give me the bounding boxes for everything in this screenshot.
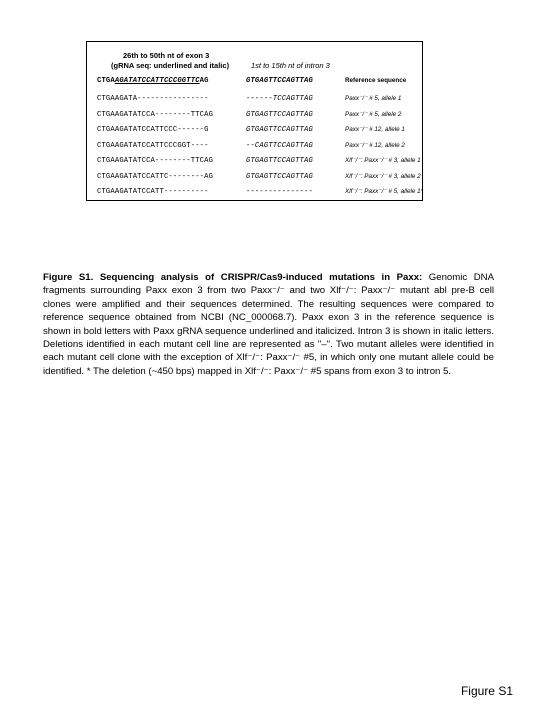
allele-exon-seq: CTGAAGATATCCATT---------- (97, 188, 209, 196)
allele-intron-seq: GTGAGTTCCAGTTAG (246, 172, 313, 181)
caption-title: Figure S1. Sequencing analysis of CRISPR/Cas9-induced mutations in Paxx: (43, 272, 423, 283)
reference-row (97, 75, 417, 87)
allele-label: Xlf⁻/⁻: Paxx⁻/⁻ # 5, allele 1* (345, 188, 424, 195)
allele-exon-seq: CTGAAGATA---------------- (97, 95, 209, 103)
allele-exon-seq: CTGAAGATATCCA--------TTCAG (97, 110, 214, 119)
exon-header-line1: 26th to 50th nt of exon 3 (123, 51, 210, 60)
intron-header: 1st to 15th nt of intron 3 (251, 61, 330, 70)
allele-intron-seq: GTGAGTTCCAGTTAG (246, 126, 313, 134)
allele-row (97, 140, 417, 152)
allele-intron-seq: --CAGTTCCAGTTAG (246, 141, 313, 150)
caption-body: Genomic DNA fragments surrounding Paxx exon 3 from two Paxx⁻/⁻ and two Xlf⁻/⁻: Paxx⁻/⁻ mutant abl pre-B cell clones were amplified and their sequences determined. The resulting sequences were compared to reference sequence obtained from NCBI (NC_000068.7). Paxx exon 3 in the reference sequence is shown in bold letters with Paxx gRNA sequence underlined and italicized. Intron 3 is shown in italic letters. Deletions identified in each mutant cell line are represented as "–". Two mutant alleles were identified in each mutant cell clone with the exception of Xlf⁻/⁻: Paxx⁻/⁻ #5, in which only one mutant allele could be identified. * The deletion (~450 bps) mapped in Xlf⁻/⁻: Paxx⁻/⁻ #5 spans from exon 3 to intron 5. (43, 272, 494, 377)
allele-label: Paxx⁻/⁻ # 5, allele 2 (345, 110, 402, 118)
reference-exon-suffix: AG (199, 77, 209, 85)
page-figure-label: Figure S1 (460, 684, 513, 698)
sequence-alignment-figure (86, 41, 423, 201)
figure-caption (43, 271, 494, 378)
allele-row (97, 93, 417, 105)
allele-label: Xlf⁻/⁻: Paxx⁻/⁻ # 3, allele 2 (345, 172, 421, 180)
reference-exon-prefix: CTGA (97, 77, 115, 85)
reference-label: Reference sequence (345, 77, 407, 84)
allele-row (97, 186, 424, 198)
allele-intron-seq: --------------- (246, 188, 313, 196)
reference-exon-seq (97, 75, 209, 87)
allele-intron-seq: GTGAGTTCCAGTTAG (246, 157, 313, 165)
allele-row (97, 124, 417, 136)
allele-label: Paxx⁻/⁻ # 5, allele 1 (345, 95, 402, 102)
allele-row (97, 171, 421, 183)
allele-label: Paxx⁻/⁻ # 12, allele 2 (345, 141, 405, 149)
allele-exon-seq: CTGAAGATATCCATTCCCGGT---- (97, 141, 209, 150)
allele-row (97, 155, 421, 167)
allele-label: Paxx⁻/⁻ # 12, allele 1 (345, 126, 405, 133)
allele-intron-seq: GTGAGTTCCAGTTAG (246, 110, 313, 119)
allele-exon-seq: CTGAAGATATCCATTCCC------G (97, 126, 209, 134)
allele-intron-seq: ------TCCAGTTAG (246, 95, 313, 103)
grna-sequence: AGATATCCATTCCCGGTTC (114, 77, 200, 85)
allele-exon-seq: CTGAAGATATCCATTC--------AG (97, 172, 214, 181)
exon-header-line2: (gRNA seq: underlined and italic) (111, 61, 230, 70)
allele-row (97, 109, 417, 121)
allele-label: Xlf⁻/⁻: Paxx⁻/⁻ # 3, allele 1 (345, 157, 421, 164)
reference-intron-seq: GTGAGTTCCAGTTAG (246, 77, 313, 85)
allele-exon-seq: CTGAAGATATCCA--------TTCAG (97, 157, 214, 165)
